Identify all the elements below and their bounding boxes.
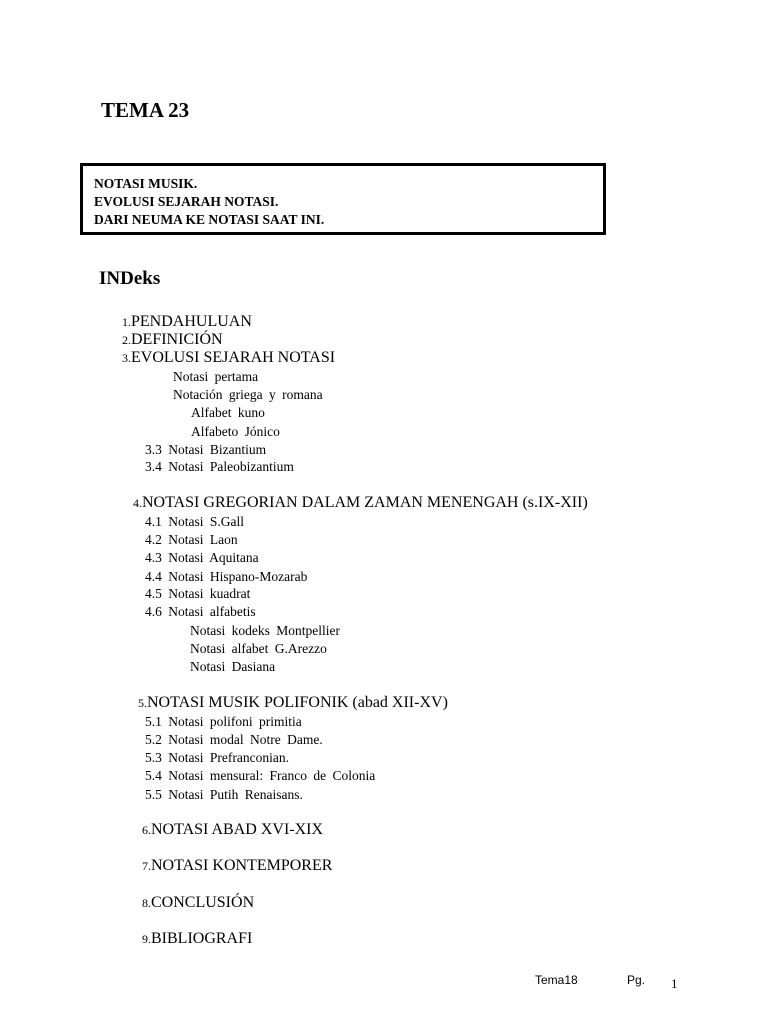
section-label: DEFINICIÓN xyxy=(131,331,223,348)
index-subitem: 5.3 Notasi Prefranconian. xyxy=(145,750,289,765)
index-subitem: 4.1 Notasi S.Gall xyxy=(145,514,244,529)
section-number: 5. xyxy=(138,696,147,710)
index-subitem: 4.4 Notasi Hispano-Mozarab xyxy=(145,569,308,584)
topic-box xyxy=(80,163,606,235)
index-subitem: Notación griega y romana xyxy=(173,387,323,402)
section-number: 3. xyxy=(122,351,131,365)
section-number: 9. xyxy=(142,932,151,946)
index-subitem: Notasi Dasiana xyxy=(190,659,276,674)
index-subitem: Alfabeto Jónico xyxy=(191,424,280,439)
index-subitem: 4.5 Notasi kuadrat xyxy=(145,586,251,601)
page-title: TEMA 23 xyxy=(101,98,190,122)
index-subitem: 4.2 Notasi Laon xyxy=(145,532,238,547)
section-number: 4. xyxy=(133,496,142,510)
section-number: 8. xyxy=(142,896,151,910)
section-number: 7. xyxy=(142,859,151,873)
footer-pg-label: Pg. xyxy=(627,973,646,987)
section-label: NOTASI ABAD XVI-XIX xyxy=(151,821,324,838)
section-number: 6. xyxy=(142,823,151,837)
index-subitem: 4.6 Notasi alfabetis xyxy=(145,604,256,619)
index-subitem: 5.5 Notasi Putih Renaisans. xyxy=(145,787,303,802)
section-number: 1. xyxy=(122,315,131,329)
section-label: EVOLUSI SEJARAH NOTASI xyxy=(131,349,336,366)
index-section-8 xyxy=(142,894,254,912)
index-section-4 xyxy=(133,494,588,512)
index-subitem: 5.1 Notasi polifoni primitia xyxy=(145,714,302,729)
index-section-7 xyxy=(142,857,332,875)
topic-line-1: NOTASI MUSIK. xyxy=(94,176,198,191)
index-section-3 xyxy=(122,349,335,367)
index-section-5 xyxy=(138,694,448,712)
index-section-1 xyxy=(122,313,252,331)
index-subitem: Alfabet kuno xyxy=(191,405,265,420)
index-subitem: Notasi alfabet G.Arezzo xyxy=(190,641,327,656)
section-label: CONCLUSIÓN xyxy=(151,894,255,911)
footer-tema: Tema18 xyxy=(535,973,578,987)
section-label: PENDAHULUAN xyxy=(131,313,252,330)
section-label: NOTASI GREGORIAN DALAM ZAMAN MENENGAH (s.IX-XII) xyxy=(142,494,588,511)
section-number: 2. xyxy=(122,333,131,347)
index-subitem: 5.4 Notasi mensural: Franco de Colonia xyxy=(145,768,376,783)
footer-page-number: 1 xyxy=(671,976,678,991)
section-label: NOTASI MUSIK POLIFONIK (abad XII-XV) xyxy=(147,694,448,711)
index-subitem: 3.4 Notasi Paleobizantium xyxy=(145,459,294,474)
index-subitem: Notasi pertama xyxy=(173,369,259,384)
index-section-2 xyxy=(122,331,223,349)
index-section-9 xyxy=(142,930,252,948)
section-label: BIBLIOGRAFI xyxy=(151,930,253,947)
index-subitem: 4.3 Notasi Aquitana xyxy=(145,550,259,565)
index-heading: INDeks xyxy=(99,268,161,289)
index-subitem: 3.3 Notasi Bizantium xyxy=(145,442,267,457)
section-label: NOTASI KONTEMPORER xyxy=(151,857,333,874)
index-subitem: 5.2 Notasi modal Notre Dame. xyxy=(145,732,323,747)
index-subitem: Notasi kodeks Montpellier xyxy=(190,623,340,638)
index-section-6 xyxy=(142,821,323,839)
topic-line-3: DARI NEUMA KE NOTASI SAAT INI. xyxy=(94,212,325,227)
topic-line-2: EVOLUSI SEJARAH NOTASI. xyxy=(94,194,279,209)
